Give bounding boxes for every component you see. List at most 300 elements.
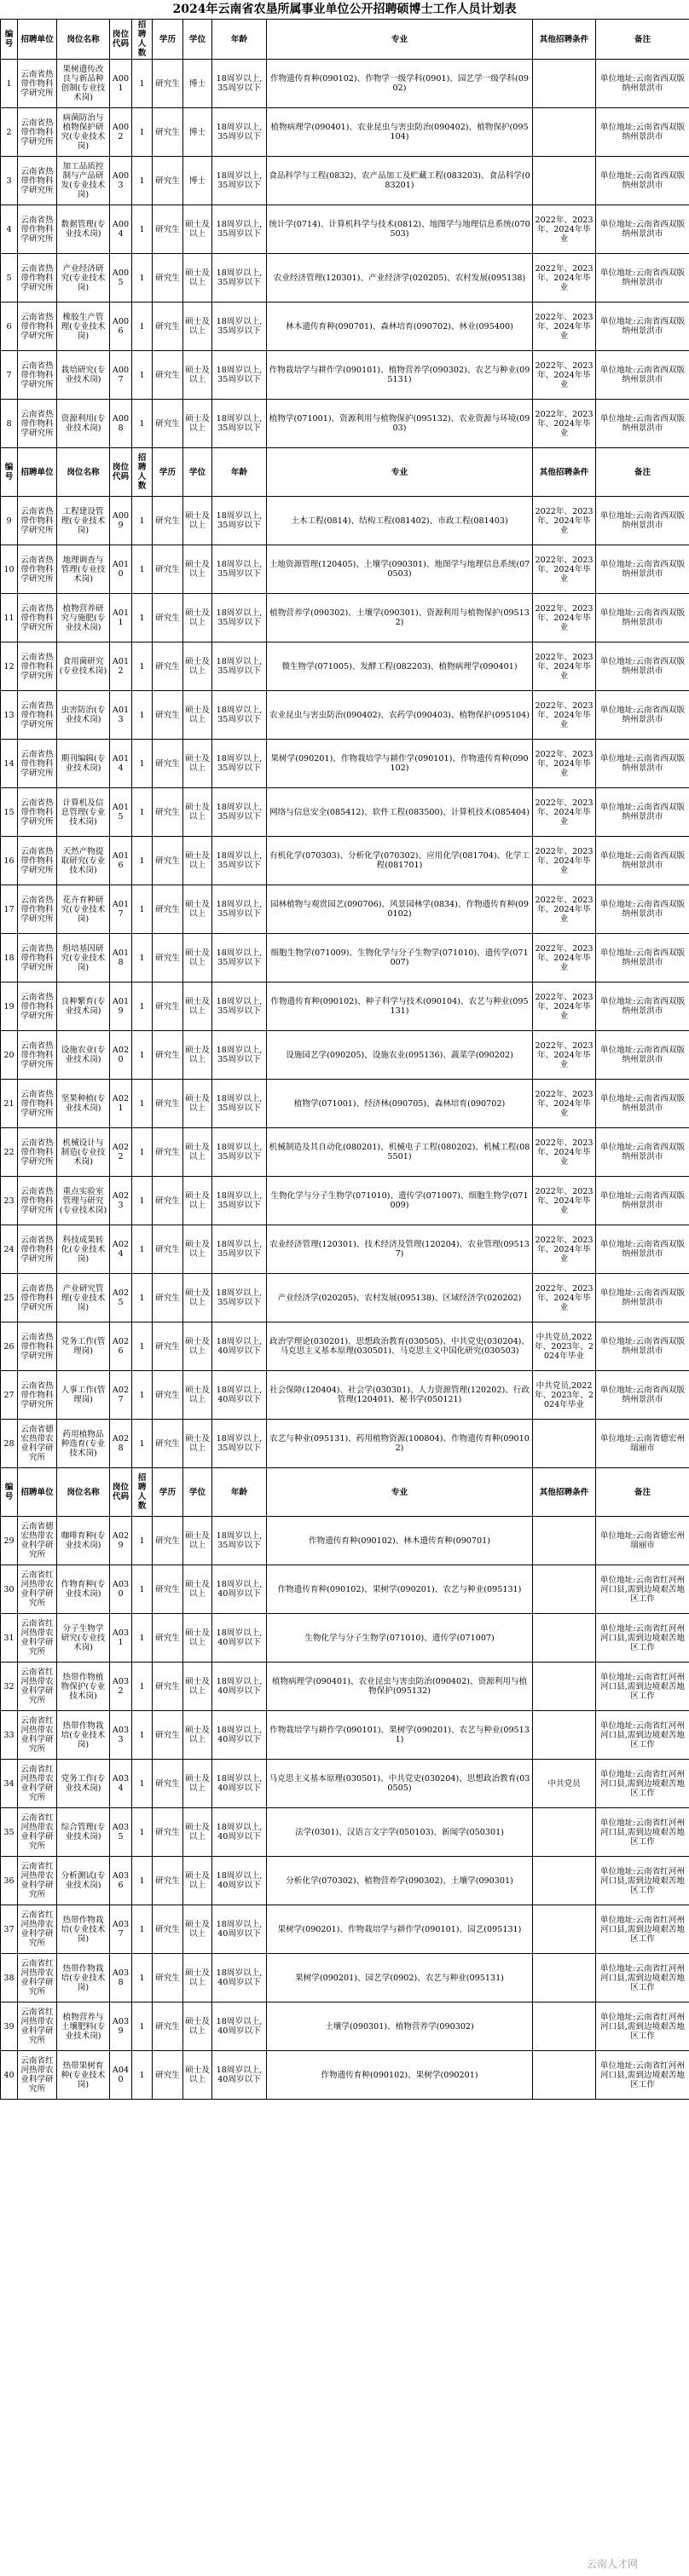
cell-position: 果树遗传改良与新品种创制(专业技术岗) — [57, 60, 110, 108]
table-row — [1, 1663, 689, 1711]
cell-degree: 硕士及以上 — [183, 1323, 212, 1371]
cell-remarks: 单位地址:云南省西双版纳州景洪市 — [596, 400, 689, 448]
cell-unit: 云南省热带作物科学研究所 — [18, 60, 57, 108]
cell-other: 2022年、2023年、2024年毕业 — [533, 351, 596, 400]
table-row — [1, 1080, 689, 1128]
cell-other: 2022年、2023年、2024年毕业 — [533, 1274, 596, 1323]
cell-unit: 云南省热带作物科学研究所 — [18, 303, 57, 351]
cell-age: 18周岁以上,35周岁以下 — [212, 108, 267, 157]
cell-id: 36 — [1, 1857, 18, 1905]
cell-position: 设施农业(专业技术岗) — [57, 1031, 110, 1080]
cell-position: 数据管理(专业技术岗) — [57, 205, 110, 254]
cell-unit: 云南省红河热带农业科学研究所 — [18, 1663, 57, 1711]
cell-remarks: 单位地址:云南省红河州河口县,需到边境艰苦地区工作 — [596, 1808, 689, 1857]
table-row — [1, 1808, 689, 1857]
header-position: 岗位名称 — [57, 20, 110, 60]
cell-remarks: 单位地址:云南省西双版纳州景洪市 — [596, 497, 689, 545]
cell-major: 植物病理学(090401)、农业昆虫与害虫防治(090402)、资源利用与植物保护(095132) — [267, 1663, 533, 1711]
cell-count: 1 — [132, 1323, 153, 1371]
cell-code: A036 — [110, 1857, 132, 1905]
cell-unit: 云南省红河热带农业科学研究所 — [18, 1565, 57, 1614]
cell-unit: 云南省热带作物科学研究所 — [18, 1080, 57, 1128]
cell-age: 18周岁以上,40周岁以下 — [212, 1711, 267, 1760]
cell-major: 植物学(071001)、资源利用与植物保护(095132)、农业资源与环境(0903) — [267, 400, 533, 448]
table-row — [1, 60, 689, 108]
cell-degree: 硕士及以上 — [183, 2051, 212, 2100]
cell-position: 组培基因研究(专业技术岗) — [57, 934, 110, 983]
cell-count: 1 — [132, 1614, 153, 1663]
cell-unit: 云南省热带作物科学研究所 — [18, 205, 57, 254]
header-age: 年龄 — [212, 20, 267, 60]
cell-other: 2022年、2023年、2024年毕业 — [533, 740, 596, 788]
cell-remarks: 单位地址:云南省红河州河口县,需到边境艰苦地区工作 — [596, 1663, 689, 1711]
cell-remarks: 单位地址:云南省西双版纳州景洪市 — [596, 1274, 689, 1323]
header-count: 招聘人数 — [132, 20, 153, 60]
cell-remarks: 单位地址:云南省红河州河口县,需到边境艰苦地区工作 — [596, 1954, 689, 2003]
cell-education: 研究生 — [153, 1225, 183, 1274]
cell-code: A014 — [110, 740, 132, 788]
cell-other — [533, 1565, 596, 1614]
cell-age: 18周岁以上,35周岁以下 — [212, 1128, 267, 1177]
header-major: 专业 — [267, 20, 533, 60]
cell-id: 14 — [1, 740, 18, 788]
cell-other: 2022年、2023年、2024年毕业 — [533, 691, 596, 740]
subheader-cell: 学位 — [183, 1468, 212, 1517]
cell-other — [533, 1663, 596, 1711]
cell-code: A039 — [110, 2003, 132, 2051]
cell-remarks: 单位地址:云南省西双版纳州景洪市 — [596, 1177, 689, 1225]
cell-other: 2022年、2023年、2024年毕业 — [533, 254, 596, 303]
cell-remarks: 单位地址:云南省西双版纳州景洪市 — [596, 691, 689, 740]
cell-education: 研究生 — [153, 1565, 183, 1614]
cell-degree: 硕士及以上 — [183, 594, 212, 643]
table-row — [1, 2003, 689, 2051]
cell-degree: 硕士及以上 — [183, 1420, 212, 1468]
cell-degree: 硕士及以上 — [183, 1274, 212, 1323]
cell-count: 1 — [132, 837, 153, 885]
cell-id: 19 — [1, 983, 18, 1031]
cell-education: 研究生 — [153, 545, 183, 594]
cell-id: 33 — [1, 1711, 18, 1760]
cell-education: 研究生 — [153, 351, 183, 400]
table-row — [1, 157, 689, 205]
cell-education: 研究生 — [153, 205, 183, 254]
cell-position: 橡胶生产管理(专业技术岗) — [57, 303, 110, 351]
cell-other — [533, 2051, 596, 2100]
cell-unit: 云南省红河热带农业科学研究所 — [18, 2051, 57, 2100]
cell-remarks: 单位地址:云南省西双版纳州景洪市 — [596, 1225, 689, 1274]
cell-position: 热带作物栽培(专业技术岗) — [57, 1711, 110, 1760]
cell-unit: 云南省热带作物科学研究所 — [18, 885, 57, 934]
cell-degree: 硕士及以上 — [183, 1711, 212, 1760]
cell-code: A035 — [110, 1808, 132, 1857]
subheader-cell: 岗位代码 — [110, 448, 132, 497]
table-row — [1, 1905, 689, 1954]
cell-major: 土木工程(0814)、结构工程(081402)、市政工程(081403) — [267, 497, 533, 545]
cell-remarks: 单位地址:云南省红河州河口县,需到边境艰苦地区工作 — [596, 1711, 689, 1760]
cell-unit: 云南省热带作物科学研究所 — [18, 643, 57, 691]
cell-position: 党务工作(专业技术岗) — [57, 1760, 110, 1808]
cell-position: 天然产物提取研究(专业技术岗) — [57, 837, 110, 885]
table-row — [1, 1031, 689, 1080]
cell-id: 30 — [1, 1565, 18, 1614]
cell-other: 2022年、2023年、2024年毕业 — [533, 983, 596, 1031]
cell-major: 植物病理学(090401)、农业昆虫与害虫防治(090402)、植物保护(095104) — [267, 108, 533, 157]
cell-education: 研究生 — [153, 497, 183, 545]
table-header-row — [1, 20, 689, 60]
cell-unit: 云南省热带作物科学研究所 — [18, 497, 57, 545]
cell-position: 地理调查与管理(专业技术岗) — [57, 545, 110, 594]
cell-code: A012 — [110, 643, 132, 691]
cell-id: 13 — [1, 691, 18, 740]
table-row — [1, 351, 689, 400]
cell-code: A038 — [110, 1954, 132, 2003]
cell-id: 6 — [1, 303, 18, 351]
cell-count: 1 — [132, 351, 153, 400]
cell-count: 1 — [132, 1177, 153, 1225]
cell-major: 果树学(090201)、作物栽培学与耕作学(090101)、园艺(095131) — [267, 1905, 533, 1954]
cell-remarks: 单位地址:云南省西双版纳州景洪市 — [596, 1031, 689, 1080]
cell-id: 32 — [1, 1663, 18, 1711]
table-row — [1, 1954, 689, 2003]
cell-remarks: 单位地址:云南省西双版纳州景洪市 — [596, 254, 689, 303]
cell-degree: 硕士及以上 — [183, 643, 212, 691]
cell-education: 研究生 — [153, 691, 183, 740]
cell-degree: 硕士及以上 — [183, 788, 212, 837]
cell-other — [533, 1905, 596, 1954]
subheader-cell: 招聘人数 — [132, 1468, 153, 1517]
cell-unit: 云南省红河热带农业科学研究所 — [18, 1905, 57, 1954]
cell-id: 22 — [1, 1128, 18, 1177]
table-row — [1, 1274, 689, 1323]
cell-code: A021 — [110, 1080, 132, 1128]
header-degree: 学位 — [183, 20, 212, 60]
cell-position: 科技成果转化(专业技术岗) — [57, 1225, 110, 1274]
cell-id: 10 — [1, 545, 18, 594]
cell-unit: 云南省德宏热带农业科学研究所 — [18, 1517, 57, 1565]
cell-unit: 云南省热带作物科学研究所 — [18, 108, 57, 157]
cell-remarks: 单位地址:云南省红河州河口县,需到边境艰苦地区工作 — [596, 1760, 689, 1808]
cell-code: A010 — [110, 545, 132, 594]
cell-other: 2022年、2023年、2024年毕业 — [533, 1177, 596, 1225]
cell-degree: 博士 — [183, 157, 212, 205]
cell-remarks: 单位地址:云南省西双版纳州景洪市 — [596, 1323, 689, 1371]
cell-education: 研究生 — [153, 1274, 183, 1323]
cell-degree: 硕士及以上 — [183, 1905, 212, 1954]
cell-degree: 硕士及以上 — [183, 1663, 212, 1711]
cell-education: 研究生 — [153, 108, 183, 157]
recruitment-table — [0, 19, 689, 2100]
cell-position: 植物营养研究与施肥(专业技术岗) — [57, 594, 110, 643]
cell-major: 有机化学(070303)、分析化学(070302)、应用化学(081704)、化学工程(081701) — [267, 837, 533, 885]
cell-remarks: 单位地址:云南省红河州河口县,需到边境艰苦地区工作 — [596, 1905, 689, 1954]
cell-major: 农业经济管理(120301)、产业经济学(020205)、农村发展(095138) — [267, 254, 533, 303]
cell-age: 18周岁以上,40周岁以下 — [212, 1371, 267, 1420]
table-row — [1, 1517, 689, 1565]
cell-count: 1 — [132, 108, 153, 157]
table-row — [1, 691, 689, 740]
cell-id: 37 — [1, 1905, 18, 1954]
table-row — [1, 1323, 689, 1371]
cell-count: 1 — [132, 1128, 153, 1177]
cell-code: A019 — [110, 983, 132, 1031]
cell-age: 18周岁以上,35周岁以下 — [212, 740, 267, 788]
cell-degree: 硕士及以上 — [183, 983, 212, 1031]
cell-degree: 硕士及以上 — [183, 254, 212, 303]
cell-education: 研究生 — [153, 1954, 183, 2003]
cell-other — [533, 1614, 596, 1663]
table-row — [1, 983, 689, 1031]
cell-age: 18周岁以上,35周岁以下 — [212, 934, 267, 983]
table-row — [1, 1614, 689, 1663]
cell-remarks: 单位地址:云南省西双版纳州景洪市 — [596, 545, 689, 594]
cell-major: 统计学(0714)、计算机科学与技术(0812)、地图学与地理信息系统(070503) — [267, 205, 533, 254]
cell-other: 2022年、2023年、2024年毕业 — [533, 205, 596, 254]
table-row — [1, 1711, 689, 1760]
cell-unit: 云南省热带作物科学研究所 — [18, 545, 57, 594]
cell-code: A033 — [110, 1711, 132, 1760]
cell-major: 果树学(090201)、作物栽培学与耕作学(090101)、作物遗传育种(090102) — [267, 740, 533, 788]
cell-age: 18周岁以上,35周岁以下 — [212, 157, 267, 205]
cell-education: 研究生 — [153, 1760, 183, 1808]
cell-count: 1 — [132, 983, 153, 1031]
subheader-cell: 专业 — [267, 1468, 533, 1517]
subheader-cell: 招聘单位 — [18, 448, 57, 497]
cell-education: 研究生 — [153, 1905, 183, 1954]
cell-other — [533, 108, 596, 157]
cell-education: 研究生 — [153, 1420, 183, 1468]
cell-education: 研究生 — [153, 643, 183, 691]
cell-position: 党务工作(管理岗) — [57, 1323, 110, 1371]
table-row — [1, 1565, 689, 1614]
cell-age: 18周岁以上,35周岁以下 — [212, 303, 267, 351]
cell-position: 热带作物栽培(专业技术岗) — [57, 1905, 110, 1954]
cell-id: 39 — [1, 2003, 18, 2051]
cell-code: A007 — [110, 351, 132, 400]
cell-count: 1 — [132, 2051, 153, 2100]
cell-count: 1 — [132, 1808, 153, 1857]
cell-education: 研究生 — [153, 1857, 183, 1905]
subheader-cell: 专业 — [267, 448, 533, 497]
cell-count: 1 — [132, 1760, 153, 1808]
cell-education: 研究生 — [153, 1371, 183, 1420]
table-row — [1, 643, 689, 691]
cell-unit: 云南省热带作物科学研究所 — [18, 1274, 57, 1323]
table-row — [1, 934, 689, 983]
cell-major: 作物遗传育种(090102)、果树学(090201) — [267, 2051, 533, 2100]
subheader-cell: 招聘单位 — [18, 1468, 57, 1517]
cell-count: 1 — [132, 594, 153, 643]
cell-other — [533, 1808, 596, 1857]
cell-major: 农业昆虫与害虫防治(090402)、农药学(090403)、植物保护(095104) — [267, 691, 533, 740]
cell-code: A017 — [110, 885, 132, 934]
cell-position: 热带作物植物保护(专业技术岗) — [57, 1663, 110, 1711]
cell-position: 综合管理(专业技术岗) — [57, 1808, 110, 1857]
cell-degree: 硕士及以上 — [183, 1517, 212, 1565]
cell-major: 网络与信息安全(085412)、软件工程(083500)、计算机技术(085404) — [267, 788, 533, 837]
table-row — [1, 1177, 689, 1225]
cell-code: A003 — [110, 157, 132, 205]
cell-age: 18周岁以上,35周岁以下 — [212, 60, 267, 108]
cell-remarks: 单位地址:云南省西双版纳州景洪市 — [596, 594, 689, 643]
subheader-cell: 编号 — [1, 448, 18, 497]
cell-id: 18 — [1, 934, 18, 983]
cell-count: 1 — [132, 1565, 153, 1614]
cell-major: 农艺与种业(095131)、药用植物资源(100804)、作物遗传育种(090102) — [267, 1420, 533, 1468]
cell-id: 1 — [1, 60, 18, 108]
cell-major: 生物化学与分子生物学(071010)、遗传学(071007)、细胞生物学(071009) — [267, 1177, 533, 1225]
cell-count: 1 — [132, 691, 153, 740]
cell-major: 分析化学(070302)、植物营养学(090302)、土壤学(090301) — [267, 1857, 533, 1905]
cell-remarks: 单位地址:云南省红河州河口县,需到边境艰苦地区工作 — [596, 2051, 689, 2100]
cell-major: 社会保障(120404)、社会学(030301)、人力资源管理(120202)、行政管理(120401)、秘书学(050121) — [267, 1371, 533, 1420]
cell-age: 18周岁以上,40周岁以下 — [212, 2003, 267, 2051]
cell-position: 栽培研究(专业技术岗) — [57, 351, 110, 400]
cell-unit: 云南省热带作物科学研究所 — [18, 351, 57, 400]
header-remarks: 备注 — [596, 20, 689, 60]
cell-major: 作物遗传育种(090102)、果树学(090201)、农艺与种业(095131) — [267, 1565, 533, 1614]
cell-other: 2022年、2023年、2024年毕业 — [533, 1080, 596, 1128]
cell-unit: 云南省热带作物科学研究所 — [18, 837, 57, 885]
cell-degree: 硕士及以上 — [183, 1225, 212, 1274]
cell-education: 研究生 — [153, 983, 183, 1031]
cell-count: 1 — [132, 2003, 153, 2051]
cell-age: 18周岁以上,35周岁以下 — [212, 885, 267, 934]
cell-remarks: 单位地址:云南省西双版纳州景洪市 — [596, 60, 689, 108]
cell-degree: 硕士及以上 — [183, 1128, 212, 1177]
table-row — [1, 740, 689, 788]
cell-position: 产业研究管理(专业技术岗) — [57, 1274, 110, 1323]
table-row — [1, 1420, 689, 1468]
cell-code: A005 — [110, 254, 132, 303]
cell-age: 18周岁以上,35周岁以下 — [212, 594, 267, 643]
cell-id: 4 — [1, 205, 18, 254]
cell-degree: 硕士及以上 — [183, 1177, 212, 1225]
cell-count: 1 — [132, 254, 153, 303]
cell-id: 3 — [1, 157, 18, 205]
table-row — [1, 545, 689, 594]
cell-position: 病菌防治与植物保护研究(专业技术岗) — [57, 108, 110, 157]
cell-id: 17 — [1, 885, 18, 934]
cell-age: 18周岁以上,35周岁以下 — [212, 205, 267, 254]
subheader-cell: 年龄 — [212, 448, 267, 497]
cell-count: 1 — [132, 1954, 153, 2003]
subheader-cell: 其他招聘条件 — [533, 448, 596, 497]
cell-remarks: 单位地址:云南省红河州河口县,需到边境艰苦地区工作 — [596, 1857, 689, 1905]
cell-remarks: 单位地址:云南省红河州河口县,需到边境艰苦地区工作 — [596, 2003, 689, 2051]
cell-code: A008 — [110, 400, 132, 448]
cell-unit: 云南省热带作物科学研究所 — [18, 1128, 57, 1177]
cell-age: 18周岁以上,35周岁以下 — [212, 1031, 267, 1080]
cell-id: 12 — [1, 643, 18, 691]
cell-unit: 云南省红河热带农业科学研究所 — [18, 1857, 57, 1905]
cell-degree: 硕士及以上 — [183, 2003, 212, 2051]
cell-unit: 云南省热带作物科学研究所 — [18, 157, 57, 205]
cell-degree: 硕士及以上 — [183, 934, 212, 983]
cell-count: 1 — [132, 1857, 153, 1905]
cell-major: 作物栽培学与耕作学(090101)、植物营养学(090302)、农艺与种业(095131) — [267, 351, 533, 400]
cell-major: 法学(0301)、汉语言文字学(050103)、新闻学(050301) — [267, 1808, 533, 1857]
cell-position: 计算机及信息管理(专业技术岗) — [57, 788, 110, 837]
cell-code: A001 — [110, 60, 132, 108]
cell-other — [533, 60, 596, 108]
cell-unit: 云南省热带作物科学研究所 — [18, 1225, 57, 1274]
cell-id: 11 — [1, 594, 18, 643]
cell-position: 加工品质控制与产品研发(专业技术岗) — [57, 157, 110, 205]
cell-other: 2022年、2023年、2024年毕业 — [533, 934, 596, 983]
cell-age: 18周岁以上,35周岁以下 — [212, 497, 267, 545]
cell-other: 中共党员,2022年、2023年、2024年毕业 — [533, 1323, 596, 1371]
cell-other — [533, 1954, 596, 2003]
cell-count: 1 — [132, 303, 153, 351]
cell-id: 29 — [1, 1517, 18, 1565]
subheader-cell: 年龄 — [212, 1468, 267, 1517]
cell-remarks: 单位地址:云南省西双版纳州景洪市 — [596, 205, 689, 254]
cell-remarks: 单位地址:云南省西双版纳州景洪市 — [596, 303, 689, 351]
cell-id: 38 — [1, 1954, 18, 2003]
cell-education: 研究生 — [153, 934, 183, 983]
cell-position: 坚果种植(专业技术岗) — [57, 1080, 110, 1128]
table-row — [1, 205, 689, 254]
cell-other — [533, 157, 596, 205]
cell-position: 食用菌研究(专业技术岗) — [57, 643, 110, 691]
table-row — [1, 254, 689, 303]
cell-degree: 硕士及以上 — [183, 1371, 212, 1420]
cell-major: 微生物学(071005)、发酵工程(082203)、植物病理学(090401) — [267, 643, 533, 691]
cell-other: 中共党员 — [533, 1760, 596, 1808]
cell-age: 18周岁以上,35周岁以下 — [212, 1080, 267, 1128]
cell-education: 研究生 — [153, 303, 183, 351]
cell-major: 林木遗传育种(090701)、森林培育(090702)、林业(095400) — [267, 303, 533, 351]
cell-remarks: 单位地址:云南省西双版纳州景洪市 — [596, 885, 689, 934]
cell-id: 34 — [1, 1760, 18, 1808]
cell-education: 研究生 — [153, 2003, 183, 2051]
cell-education: 研究生 — [153, 1080, 183, 1128]
cell-code: A027 — [110, 1371, 132, 1420]
cell-code: A028 — [110, 1420, 132, 1468]
cell-major: 细胞生物学(071009)、生物化学与分子生物学(071010)、遗传学(071007) — [267, 934, 533, 983]
cell-education: 研究生 — [153, 740, 183, 788]
cell-count: 1 — [132, 1517, 153, 1565]
cell-major: 马克思主义基本原理(030501)、中共党史(030204)、思想政治教育(030505) — [267, 1760, 533, 1808]
cell-other: 2022年、2023年、2024年毕业 — [533, 400, 596, 448]
cell-other — [533, 1857, 596, 1905]
cell-age: 18周岁以上,35周岁以下 — [212, 1420, 267, 1468]
cell-other: 2022年、2023年、2024年毕业 — [533, 837, 596, 885]
cell-age: 18周岁以上,40周岁以下 — [212, 1323, 267, 1371]
cell-position: 重点实验室管理与研究(专业技术岗) — [57, 1177, 110, 1225]
cell-other: 2022年、2023年、2024年毕业 — [533, 1225, 596, 1274]
cell-unit: 云南省德宏热带农业科学研究所 — [18, 1420, 57, 1468]
cell-position: 分子生物学研究(专业技术岗) — [57, 1614, 110, 1663]
cell-remarks: 单位地址:云南省西双版纳州景洪市 — [596, 157, 689, 205]
subheader-cell: 岗位名称 — [57, 1468, 110, 1517]
cell-major: 土壤学(090301)、植物营养学(090302) — [267, 2003, 533, 2051]
cell-id: 15 — [1, 788, 18, 837]
cell-unit: 云南省红河热带农业科学研究所 — [18, 1760, 57, 1808]
cell-unit: 云南省热带作物科学研究所 — [18, 740, 57, 788]
cell-code: A026 — [110, 1323, 132, 1371]
cell-unit: 云南省热带作物科学研究所 — [18, 1371, 57, 1420]
cell-code: A004 — [110, 205, 132, 254]
cell-other: 2022年、2023年、2024年毕业 — [533, 497, 596, 545]
cell-remarks: 单位地址:云南省西双版纳州景洪市 — [596, 1371, 689, 1420]
cell-age: 18周岁以上,40周岁以下 — [212, 1760, 267, 1808]
cell-count: 1 — [132, 157, 153, 205]
cell-unit: 云南省热带作物科学研究所 — [18, 934, 57, 983]
cell-age: 18周岁以上,40周岁以下 — [212, 1857, 267, 1905]
cell-id: 21 — [1, 1080, 18, 1128]
